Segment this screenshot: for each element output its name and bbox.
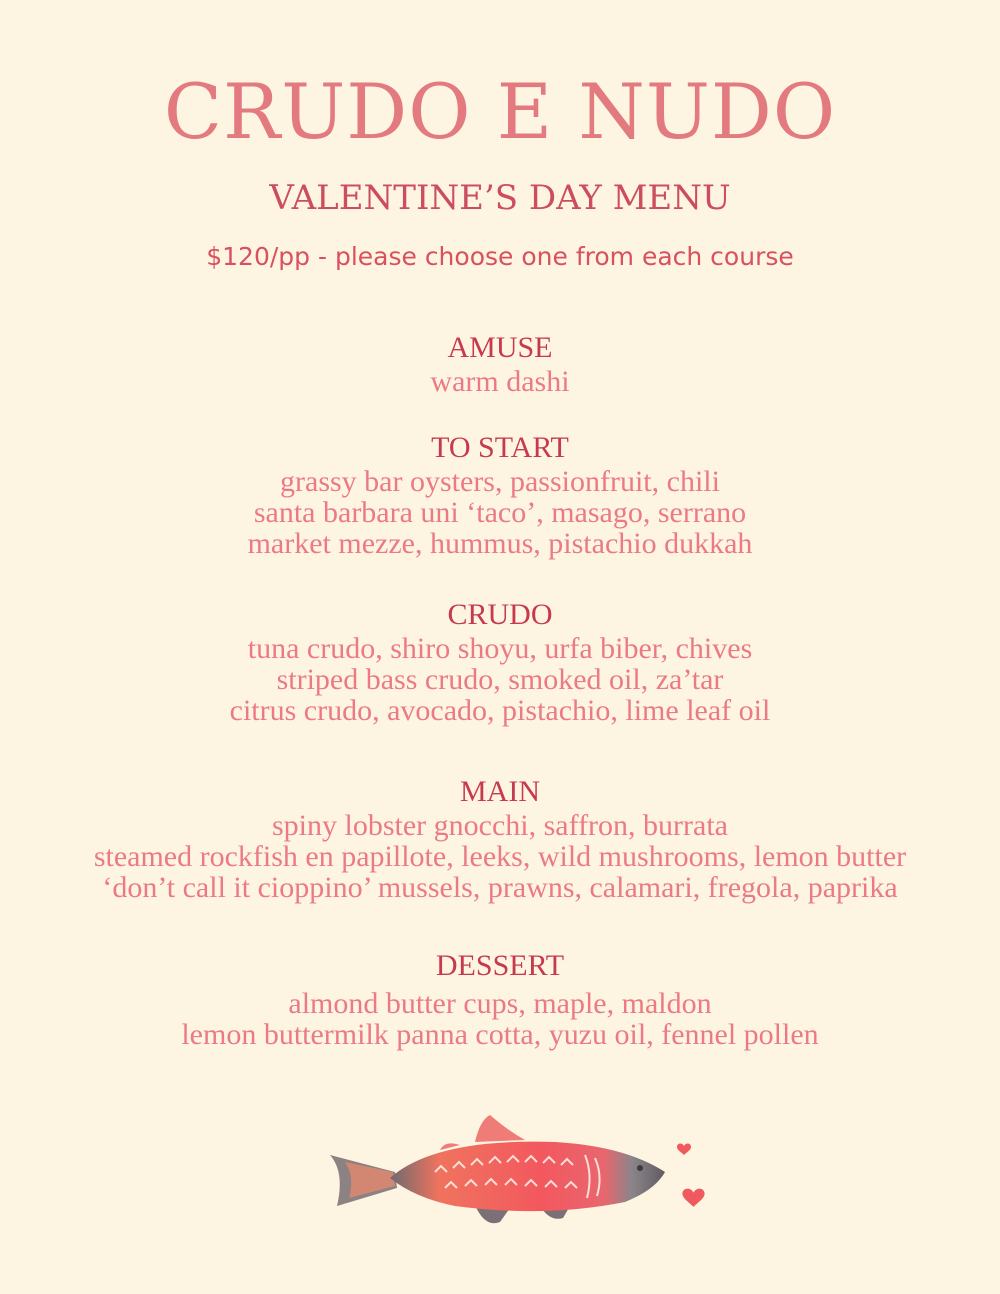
section-title-dessert: DESSERT [435, 949, 565, 982]
section-amuse [0, 330, 1000, 397]
section-title-main: MAIN [460, 775, 540, 808]
menu-item: warm dashi [430, 365, 570, 398]
menu-item: spiny lobster gnocchi, saffron, burrata [272, 809, 728, 842]
menu-subtitle: VALENTINE’S DAY MENU [269, 178, 731, 218]
menu-item: striped bass crudo, smoked oil, za’tar [276, 663, 724, 696]
menu-item: almond butter cups, maple, maldon [288, 987, 712, 1020]
menu-item: steamed rockfish en papillote, leeks, wild mushrooms, lemon butter [93, 840, 907, 873]
section-title-crudo: CRUDO [447, 598, 553, 631]
menu-item: market mezze, hummus, pistachio dukkah [247, 527, 753, 560]
section-dessert [0, 948, 1000, 1050]
section-to-start [0, 430, 1000, 559]
section-title-amuse: AMUSE [447, 331, 553, 364]
fish-with-hearts-icon [325, 1110, 705, 1235]
section-title-to-start: TO START [431, 431, 569, 464]
price-note: $120/pp - please choose one from each course [206, 242, 794, 271]
section-crudo [0, 597, 1000, 726]
menu-item: tuna crudo, shiro shoyu, urfa biber, chives [247, 632, 753, 665]
menu-item: grassy bar oysters, passionfruit, chili [280, 465, 720, 498]
section-main [0, 774, 1000, 903]
menu-item: citrus crudo, avocado, pistachio, lime leaf oil [229, 694, 771, 727]
restaurant-title: CRUDO E NUDO [163, 67, 837, 156]
menu-item: lemon buttermilk panna cotta, yuzu oil, fennel pollen [181, 1018, 819, 1051]
menu-item: ‘don’t call it cioppino’ mussels, prawns, calamari, fregola, paprika [102, 871, 898, 904]
menu-item: santa barbara uni ‘taco’, masago, serrano [253, 496, 747, 529]
